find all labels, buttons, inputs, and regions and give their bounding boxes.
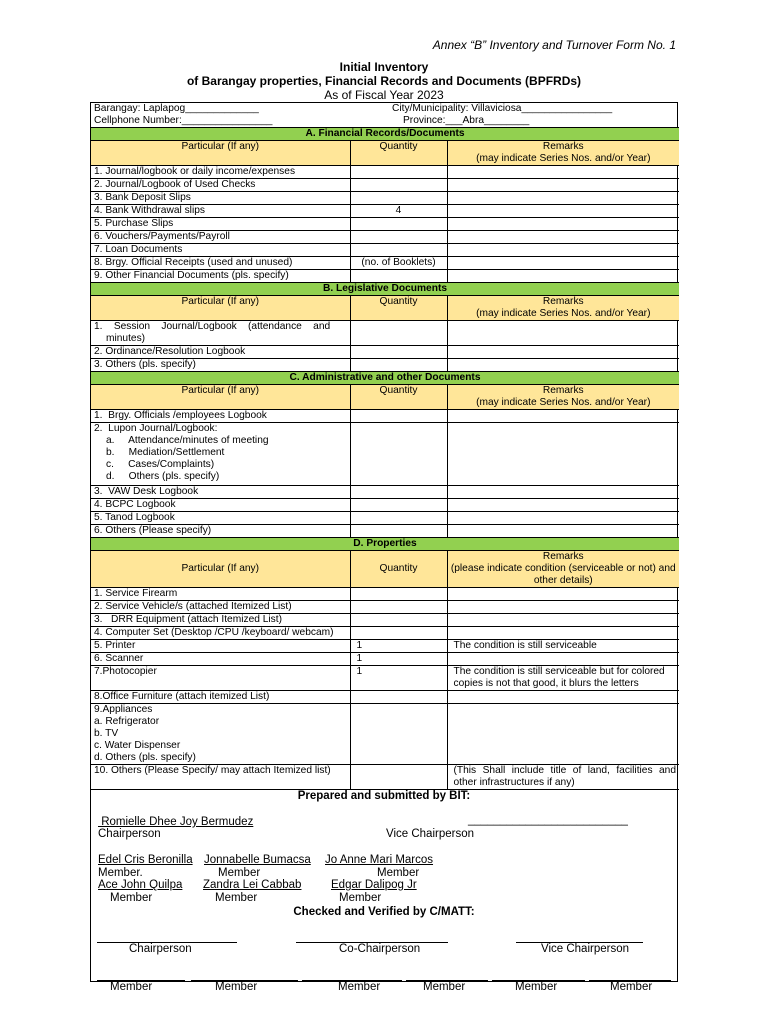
inventory-form [90,102,678,993]
table-row [91,231,679,244]
remarks-cell [447,499,679,512]
quantity-cell [350,765,447,790]
quantity-header: Quantity [350,141,447,166]
particular-text: 9.Appliances [94,704,153,715]
particular-cell: 7.Photocopier [91,666,350,691]
quantity-cell [350,691,447,704]
remarks-cell [447,704,679,765]
particular-cell: 6. Vouchers/Payments/Payroll [91,231,350,244]
cmatt-cochair-role: Co-Chairperson [339,943,421,955]
bit-chairperson-role: Chairperson [98,828,161,840]
particular-cell: 8. Brgy. Official Receipts (used and unused) [91,257,350,270]
remarks-header-note: (may indicate Series Nos. and/or Year) [476,308,651,319]
quantity-header: Quantity [350,296,447,321]
quantity-cell [350,588,447,601]
sub-item: c. Water Dispenser [94,740,181,751]
bit-member-role: Member [377,867,420,879]
section-c-header: C. Administrative and other Documents [91,372,679,385]
cmatt-member-role: Member [215,981,258,993]
remarks-cell [447,512,679,525]
cmatt-member-role: Member [423,981,466,993]
title-line-3: As of Fiscal Year 2023 [324,88,444,102]
particular-text: 2. Lupon Journal/Logbook: [94,423,218,434]
quantity-cell: 4 [350,205,447,218]
title-line-2: of Barangay properties, Financial Records and Documents (BPFRDs) [186,74,582,88]
remarks-header-title: Remarks [542,551,584,562]
table-row [91,244,679,257]
table-row [91,614,679,627]
quantity-cell: 1 [350,653,447,666]
remarks-cell [447,192,679,205]
particular-text-cont: minutes) [106,333,146,344]
sub-item: d. Others (pls. specify) [94,752,196,763]
bit-member-name: Edgar Dalipog Jr [331,879,417,891]
bit-member-role: Member [215,892,258,904]
city-field: City/Municipality: Villaviciosa________________ [392,103,613,114]
quantity-cell [350,601,447,614]
quantity-cell [350,486,447,499]
particular-cell: 10. Others (Please Specify/ may attach Itemized list) [91,765,350,790]
sub-item: b. TV [94,728,119,739]
quantity-cell [350,218,447,231]
cellphone-field: Cellphone Number:________________ [91,115,447,128]
remarks-cell [447,270,679,283]
remarks-cell [447,423,679,486]
table-row [91,410,679,423]
remarks-cell [447,257,679,270]
particular-cell: 4. BCPC Logbook [91,499,350,512]
remarks-header-title: Remarks [542,385,584,396]
particular-cell: 1. Journal/logbook or daily income/expenses [91,166,350,179]
remarks-cell [447,244,679,257]
particular-text: 1. Session Journal/Logbook (attendance and [94,321,331,332]
particular-cell [91,423,350,486]
signatories-block [91,790,677,1010]
quantity-cell [350,179,447,192]
remarks-header-note: (may indicate Series Nos. and/or Year) [476,397,651,408]
section-c-column-headers [91,385,679,410]
remarks-header-title: Remarks [542,141,584,152]
bit-member-name: Jo Anne Mari Marcos [325,854,434,866]
particular-cell: 4. Bank Withdrawal slips [91,205,350,218]
quantity-cell [350,499,447,512]
bit-vice-signature-line: _________________________ [468,814,628,826]
sub-item: c. Cases/Complaints) [106,459,215,470]
particular-cell: 6. Others (Please specify) [91,525,350,538]
bit-member-role: Member [218,867,261,879]
bit-member-role: Member. [98,867,143,879]
table-row [91,321,679,346]
title-line-1: Initial Inventory [339,60,429,74]
particular-cell: 5. Purchase Slips [91,218,350,231]
remarks-cell [447,614,679,627]
sub-item: a. Attendance/minutes of meeting [106,435,269,446]
table-row [91,512,679,525]
quantity-cell [350,627,447,640]
remarks-cell [447,601,679,614]
particular-cell: 3. DRR Equipment (attach Itemized List) [91,614,350,627]
bit-member-name: Ace John Quilpa [98,879,183,891]
annex-label: Annex “B” Inventory and Turnover Form No. 1 [432,38,676,52]
province-field: Province:___Abra________ [403,115,635,128]
particular-cell: 1. Service Firearm [91,588,350,601]
quantity-cell [350,525,447,538]
bit-member-role: Member [339,892,382,904]
table-row [91,525,679,538]
remarks-cell [447,321,679,346]
remarks-cell [447,218,679,231]
bit-vice-chairperson-role: Vice Chairperson [386,828,475,840]
bit-member-role: Member [110,892,153,904]
quantity-cell: 1 [350,666,447,691]
quantity-cell [350,244,447,257]
particular-cell: 9. Other Financial Documents (pls. specify) [91,270,350,283]
remarks-cell: The condition is still serviceable but for colored copies is not that good, it blurs the letters [447,666,679,691]
cmatt-member-role: Member [515,981,558,993]
section-a-column-headers [91,141,679,166]
cmatt-chairperson-role: Chairperson [129,943,192,955]
table-row [91,346,679,359]
particular-header: Particular (If any) [91,551,350,588]
particular-cell: 1. Brgy. Officials /employees Logbook [91,410,350,423]
remarks-cell [447,179,679,192]
particular-cell: 5. Printer [91,640,350,653]
quantity-cell [350,321,447,346]
table-row [91,270,679,283]
quantity-cell [350,192,447,205]
particular-cell: 7. Loan Documents [91,244,350,257]
bit-member-name: Jonnabelle Bumacsa [204,854,311,866]
sub-item: b. Mediation/Settlement [106,447,225,458]
remarks-cell [447,346,679,359]
remarks-cell [447,653,679,666]
table-row [91,486,679,499]
table-row [91,666,679,691]
remarks-cell [447,588,679,601]
table-row [91,499,679,512]
table-row [91,192,679,205]
remarks-cell [447,205,679,218]
quantity-cell: 1 [350,640,447,653]
sub-item: d. Others (pls. specify) [106,471,220,482]
table-row [91,588,679,601]
table-row [91,691,679,704]
quantity-cell [350,346,447,359]
table-row [91,704,679,765]
particular-cell: 2. Ordinance/Resolution Logbook [91,346,350,359]
quantity-cell [350,270,447,283]
particular-cell: 5. Tanod Logbook [91,512,350,525]
barangay-row [91,103,679,115]
quantity-cell [350,704,447,765]
quantity-cell: (no. of Booklets) [350,257,447,270]
particular-cell: 3. Bank Deposit Slips [91,192,350,205]
particular-cell: 3. VAW Desk Logbook [91,486,350,499]
table-row [91,601,679,614]
table-row [91,627,679,640]
quantity-cell [350,423,447,486]
form-title [90,60,678,102]
barangay-field: Barangay: Laplapog_____________ [94,103,259,114]
cmatt-member-role: Member [338,981,381,993]
remarks-cell [447,691,679,704]
remarks-cell [447,486,679,499]
checked-by-heading: Checked and Verified by C/MATT: [293,906,475,918]
section-b-header: B. Legislative Documents [91,283,679,296]
remarks-cell [447,410,679,423]
table-row [91,423,679,486]
quantity-cell [350,359,447,372]
quantity-cell [350,410,447,423]
bit-member-name: Zandra Lei Cabbab [203,879,302,891]
remarks-cell: (This Shall include title of land, facilities and other infrastructures if any) [447,765,679,790]
quantity-cell [350,614,447,627]
particular-cell: 4. Computer Set (Desktop /CPU /keyboard/ webcam) [91,627,350,640]
particular-header: Particular (If any) [91,385,350,410]
bit-member-name: Edel Cris Beronilla [98,854,193,866]
remarks-header [447,296,679,321]
particular-cell: 8.Office Furniture (attach itemized List) [91,691,350,704]
particular-cell: 2. Service Vehicle/s (attached Itemized List) [91,601,350,614]
table-row [91,640,679,653]
remarks-cell [447,359,679,372]
table-row [91,179,679,192]
prepared-by-heading: Prepared and submitted by BIT: [297,790,471,802]
inventory-table [91,103,679,790]
table-row [91,166,679,179]
particular-cell: 3. Others (pls. specify) [91,359,350,372]
remarks-header-note: (please indicate condition (serviceable or not) and other details) [450,563,676,586]
remarks-cell: The condition is still serviceable [447,640,679,653]
sub-item: a. Refrigerator [94,716,160,727]
table-row [91,218,679,231]
table-row [91,765,679,790]
cmatt-member-role: Member [110,981,153,993]
cmatt-member-role: Member [610,981,653,993]
table-row [91,257,679,270]
remarks-header-note: (may indicate Series Nos. and/or Year) [476,153,651,164]
remarks-cell [447,166,679,179]
remarks-cell [447,525,679,538]
remarks-header [447,141,679,166]
cmatt-vice-role: Vice Chairperson [541,943,630,955]
quantity-cell [350,166,447,179]
quantity-cell [350,231,447,244]
particular-cell [91,704,350,765]
section-a-header: A. Financial Records/Documents [91,128,679,141]
remarks-cell [447,627,679,640]
table-row [91,205,679,218]
section-d-column-headers [91,551,679,588]
section-d-header: D. Properties [91,538,679,551]
bit-chairperson-name: Romielle Dhee Joy Bermudez [98,816,254,828]
section-b-column-headers [91,296,679,321]
remarks-header [447,551,679,588]
particular-header: Particular (If any) [91,296,350,321]
quantity-header: Quantity [350,385,447,410]
particular-header: Particular (If any) [91,141,350,166]
particular-cell: 6. Scanner [91,653,350,666]
quantity-header: Quantity [350,551,447,588]
remarks-header-title: Remarks [542,296,584,307]
quantity-cell [350,512,447,525]
remarks-cell [447,231,679,244]
particular-cell [91,321,350,346]
particular-cell: 2. Journal/Logbook of Used Checks [91,179,350,192]
table-row [91,653,679,666]
cellphone-row [91,115,679,128]
table-row [91,359,679,372]
remarks-header [447,385,679,410]
